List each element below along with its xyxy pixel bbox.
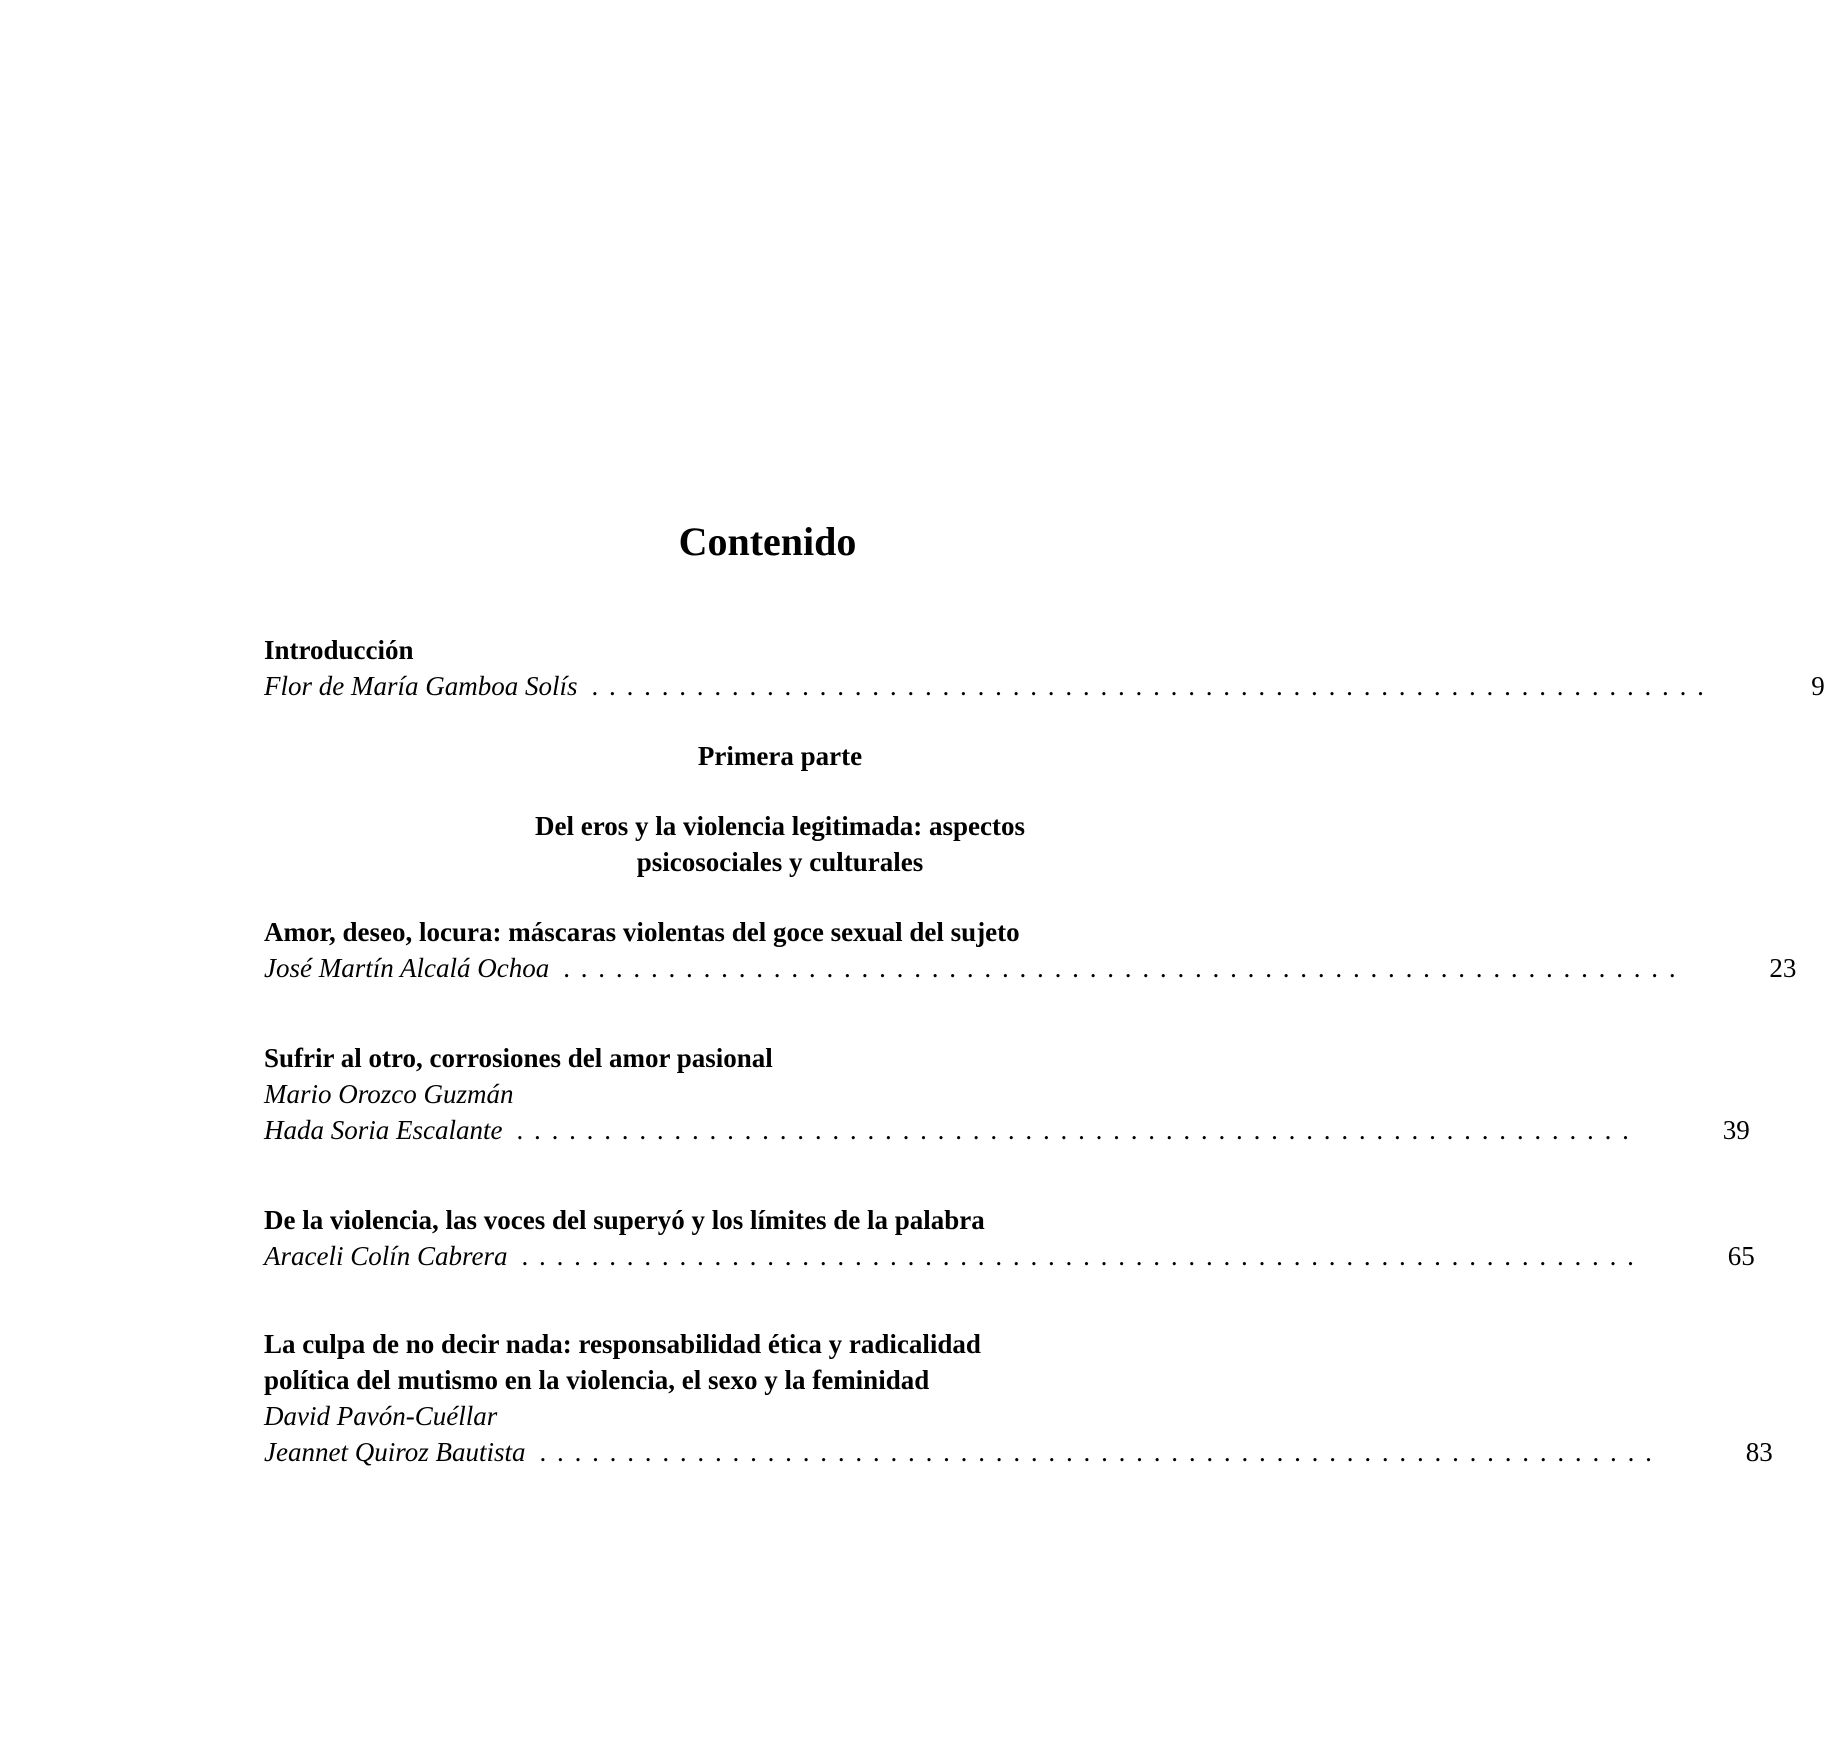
chapter-author-line <box>264 1434 1773 1470</box>
chapter-author: Hada Soria Escalante <box>264 1115 503 1145</box>
chapter-author-line <box>264 1112 1750 1148</box>
chapter-author: Jeannet Quiroz Bautista <box>264 1437 526 1467</box>
intro-page-number: 9 <box>1811 671 1825 701</box>
chapter-author: Araceli Colín Cabrera <box>264 1241 508 1271</box>
chapter-author-line <box>264 1238 1755 1274</box>
intro-author-line <box>264 668 1825 704</box>
chapter-title-line-2: política del mutismo en la violencia, el sexo y la feminidad <box>264 1365 930 1395</box>
chapter-author-line <box>264 950 1797 986</box>
intro-title: Introducción <box>264 635 414 665</box>
part-subtitle-line-2: psicosociales y culturales <box>636 847 924 877</box>
chapter-author: David Pavón-Cuéllar <box>264 1401 498 1431</box>
chapter-title: Sufrir al otro, corrosiones del amor pasional <box>264 1043 773 1073</box>
part-label: Primera parte <box>697 741 863 771</box>
chapter-page-number: 23 <box>1769 953 1797 983</box>
chapter-title: La culpa de no decir nada: responsabilidad ética y radicalidad <box>264 1329 981 1359</box>
chapter-page-number: 39 <box>1722 1115 1750 1145</box>
chapter-author: José Martín Alcalá Ochoa <box>264 953 550 983</box>
dot-leader: ................................................................ <box>563 953 1687 983</box>
chapter-title: Amor, deseo, locura: máscaras violentas del goce sexual del sujeto <box>264 917 1020 947</box>
dot-leader: ................................................................ <box>516 1115 1640 1145</box>
part-subtitle-line-1: Del eros y la violencia legitimada: aspectos <box>535 811 1025 841</box>
page-title: Contenido <box>678 519 857 564</box>
chapter-author: Mario Orozco Guzmán <box>264 1079 514 1109</box>
dot-leader: ................................................................ <box>521 1241 1645 1271</box>
chapter-page-number: 83 <box>1745 1437 1773 1467</box>
chapter-title: De la violencia, las voces del superyó y los límites de la palabra <box>264 1205 985 1235</box>
chapter-page-number: 65 <box>1727 1241 1755 1271</box>
dot-leader: ................................................................ <box>539 1437 1663 1467</box>
intro-author: Flor de María Gamboa Solís <box>264 671 578 701</box>
dot-leader: ................................................................ <box>591 671 1715 701</box>
